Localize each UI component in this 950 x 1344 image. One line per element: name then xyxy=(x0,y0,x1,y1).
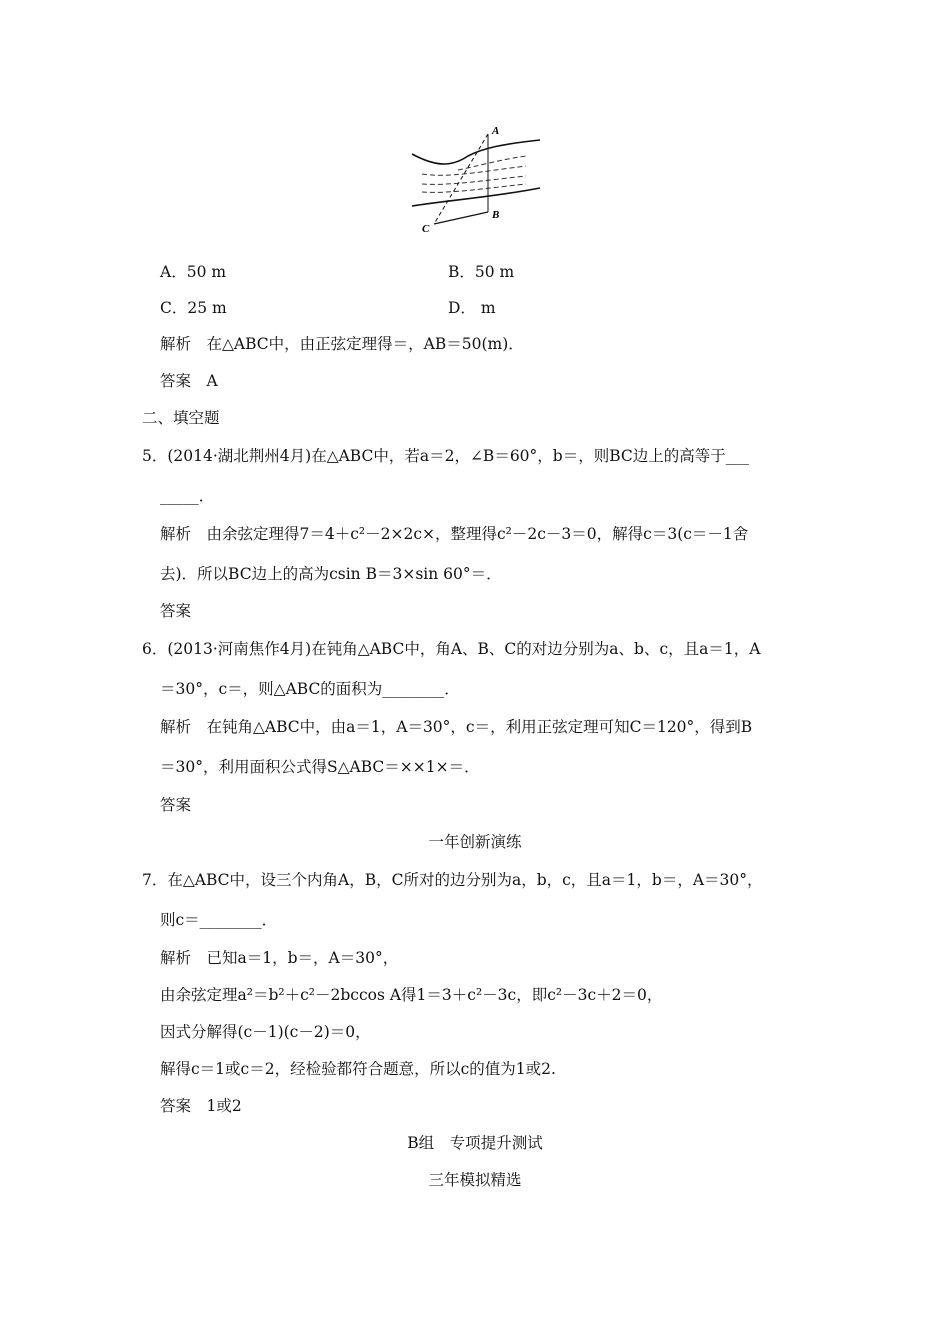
q5-stem-line2: _____． xyxy=(160,487,215,505)
river-diagram xyxy=(408,120,548,238)
option-d xyxy=(448,298,496,318)
q6-analysis-line1: 解析 在钝角△ABC中，由a＝1，A＝30°，c＝，利用正弦定理可知C＝120°，得到B xyxy=(160,718,753,736)
option-text: m xyxy=(475,299,496,317)
q4-answer: 答案 A xyxy=(160,372,218,390)
option-key: D． xyxy=(448,299,476,317)
section-heading-mock: 三年模拟精选 xyxy=(428,1171,522,1189)
option-key: B． xyxy=(448,263,475,281)
q6-stem-line1: 6．(2013·河南焦作4月)在钝角△ABC中，角A、B、C的对边分别为a、b、c，且a＝1，A xyxy=(142,640,761,658)
point-label-b: B xyxy=(492,209,500,221)
q7-analysis-line3: 因式分解得(c－1)(c－2)＝0， xyxy=(160,1023,371,1041)
section-heading-innovation: 一年创新演练 xyxy=(428,833,522,851)
option-key: C． xyxy=(160,299,188,317)
option-c xyxy=(160,298,227,318)
point-label-a: A xyxy=(492,125,500,137)
q7-analysis-line4: 解得c＝1或c＝2，经检验都符合题意，所以c的值为1或2. xyxy=(160,1060,556,1078)
q7-stem-line1: 7．在△ABC中，设三个内角A，B，C所对的边分别为a，b，c，且a＝1，b＝，A＝30°， xyxy=(142,871,763,889)
option-text: 50 m xyxy=(186,263,227,281)
q7-answer: 答案 1或2 xyxy=(160,1097,242,1115)
q7-analysis-line1: 解析 已知a＝1，b＝，A＝30°， xyxy=(160,949,399,967)
group-b-heading: B组 专项提升测试 xyxy=(407,1134,543,1152)
q5-analysis-line1: 解析 由余弦定理得7＝4＋c²－2×2c×，整理得c²－2c－3＝0，解得c＝3(c＝－1舍 xyxy=(160,525,749,543)
q5-analysis-line2: 去)．所以BC边上的高为csin B＝3×sin 60°＝． xyxy=(160,565,502,583)
q6-answer: 答案 xyxy=(160,796,192,814)
q6-analysis-line2: ＝30°，利用面积公式得S△ABC＝××1×＝． xyxy=(160,758,480,776)
option-b xyxy=(448,262,514,282)
point-label-c: C xyxy=(422,223,430,235)
q7-stem-line2: 则c＝________． xyxy=(160,911,278,929)
q5-stem-line1: 5．(2014·湖北荆州4月)在△ABC中，若a＝2，∠B＝60°，b＝，则BC边上的高等于___ xyxy=(142,447,750,465)
option-text: 25 m xyxy=(187,299,227,317)
q5-answer: 答案 xyxy=(160,602,192,620)
option-key: A． xyxy=(160,263,187,281)
river-figure xyxy=(408,120,548,238)
option-text: 50 m xyxy=(474,263,515,281)
option-a xyxy=(160,262,226,282)
q7-analysis-line2: 由余弦定理a²＝b²＋c²－2bccos A得1＝3＋c²－3c，即c²－3c＋2＝0， xyxy=(160,986,663,1004)
q6-stem-line2: ＝30°，c＝，则△ABC的面积为________． xyxy=(160,680,460,698)
section-heading-fill-blank: 二、填空题 xyxy=(142,409,220,427)
q4-analysis: 解析 在△ABC中，由正弦定理得＝，AB＝50(m)． xyxy=(160,335,524,353)
